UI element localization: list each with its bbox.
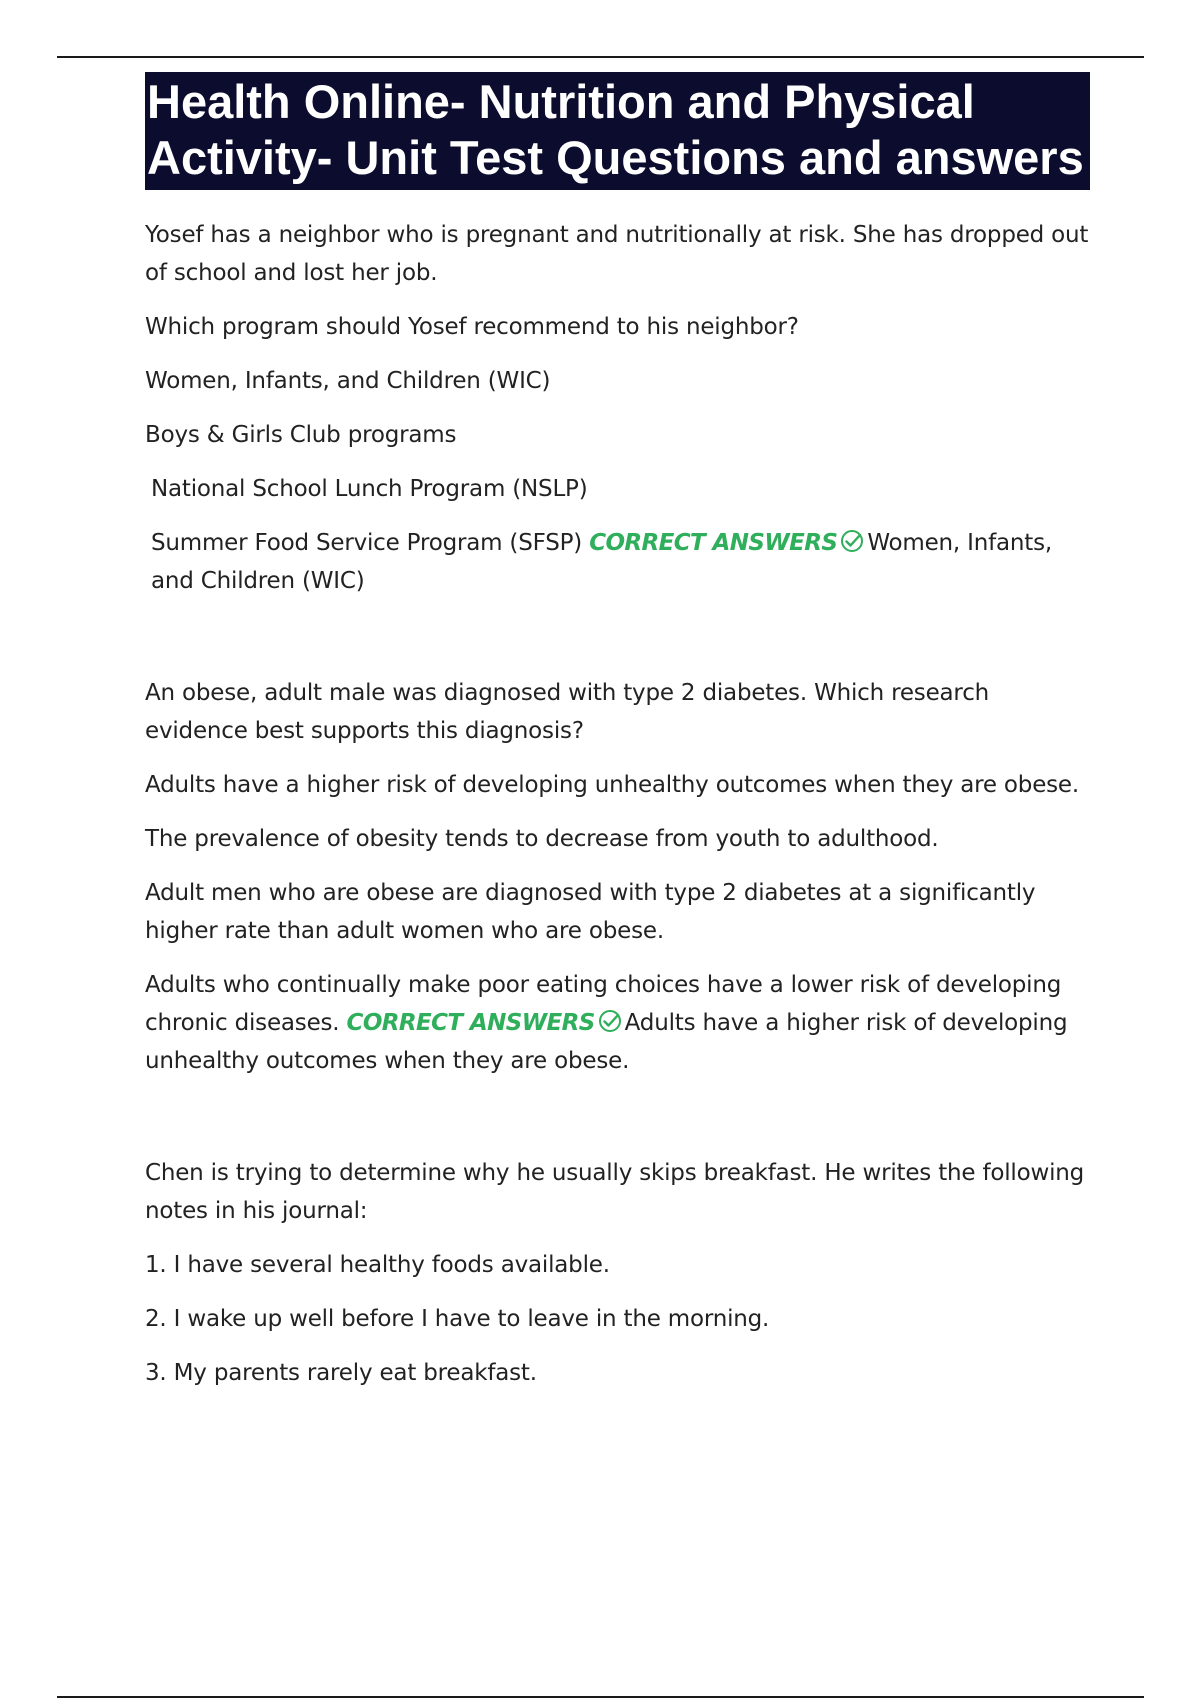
journal-note: 3. My parents rarely eat breakfast. (145, 1360, 537, 1386)
correct-answer-text: Women, Infants, and Children (WIC) (151, 530, 1052, 594)
answer-option: The prevalence of obesity tends to decrease from youth to adulthood. (145, 826, 939, 852)
answer-option: National School Lunch Program (NSLP) (151, 476, 588, 502)
top-rule (57, 56, 1144, 58)
answer-option: Summer Food Service Program (SFSP) (151, 530, 583, 556)
check-circle-icon (839, 528, 865, 554)
question-stem: An obese, adult male was diagnosed with type 2 diabetes. Which research evidence best supports this diagnosis? (145, 680, 990, 744)
question-prompt: Which program should Yosef recommend to his neighbor? (145, 314, 799, 340)
answer-option: Adults who continually make poor eating choices have a lower risk of developing chronic diseases. (145, 972, 1062, 1036)
question-spacer (145, 1096, 1090, 1154)
document-title: Health Online- Nutrition and Physical Activity- Unit Test Questions and answers (145, 72, 1090, 190)
correct-answers-label: CORRECT ANSWERS (589, 530, 838, 556)
question-1 (145, 216, 1090, 600)
answer-option: Adults have a higher risk of developing unhealthy outcomes when they are obese. (145, 772, 1079, 798)
correct-answer-text: Adults have a higher risk of developing unhealthy outcomes when they are obese. (145, 1010, 1068, 1074)
question-stem: Chen is trying to determine why he usually skips breakfast. He writes the following notes in his journal: (145, 1160, 1085, 1224)
answer-option-with-key (145, 524, 1090, 600)
journal-note: 2. I wake up well before I have to leave in the morning. (145, 1306, 770, 1332)
question-3 (145, 1154, 1090, 1392)
document-body (145, 72, 1090, 1408)
answer-option: Adult men who are obese are diagnosed with type 2 diabetes at a significantly higher rate than adult women who are obese. (145, 880, 1036, 944)
answer-option-with-key (145, 966, 1090, 1080)
question-spacer (145, 616, 1090, 674)
journal-note: 1. I have several healthy foods available. (145, 1252, 610, 1278)
correct-answers-label: CORRECT ANSWERS (346, 1010, 595, 1036)
answer-option: Women, Infants, and Children (WIC) (145, 368, 551, 394)
question-2 (145, 674, 1090, 1080)
check-circle-icon (597, 1008, 623, 1034)
answer-option: Boys & Girls Club programs (145, 422, 457, 448)
bottom-rule (57, 1696, 1144, 1698)
question-stem: Yosef has a neighbor who is pregnant and nutritionally at risk. She has dropped out of school and lost her job. (145, 222, 1089, 286)
